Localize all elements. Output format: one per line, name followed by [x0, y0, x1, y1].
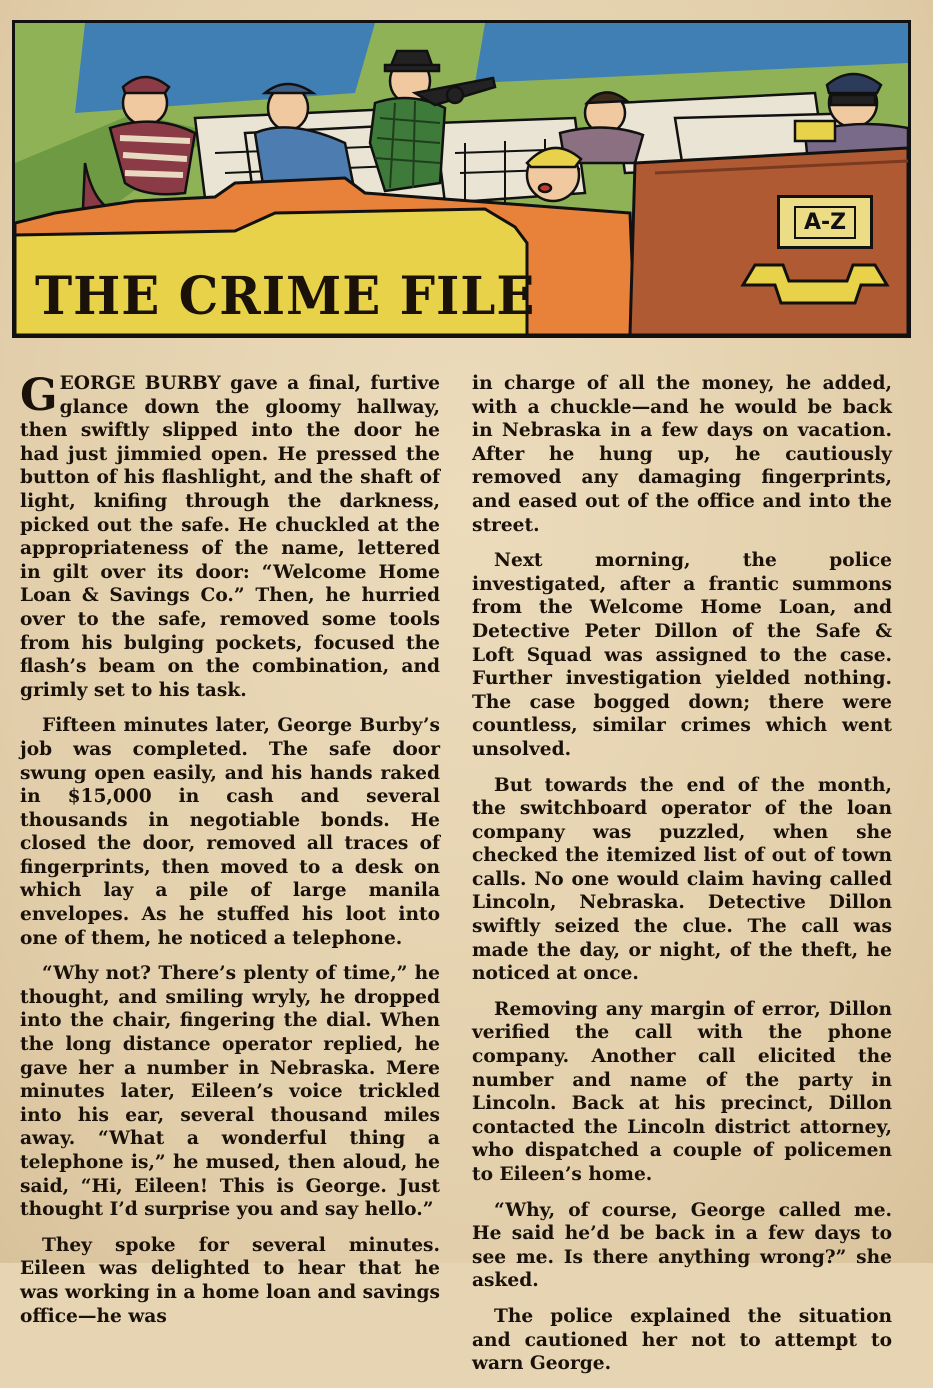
- article-paragraph-4: They spoke for several minutes. Eileen was delighted to hear that he was working in a home loan and savings office—he was: [20, 1234, 440, 1327]
- drop-cap: G: [20, 370, 58, 421]
- cabinet-label: [777, 195, 873, 249]
- article-paragraph-8: Removing any margin of error, Dillon verified the call with the phone company. Another call elicited the number and name of the party in Lincoln. Back at his precinct, Dillon contacted the Lincoln district attorney, who dispatched a couple of policemen to Eileen’s home.: [472, 998, 892, 1185]
- article-paragraph-2: Fifteen minutes later, George Burby’s job was completed. The safe door swung open easily, and his hands raked in $15,000 in cash and several thousands in negotiable bonds. He closed the door, removed all traces of fingerprints, then moved to a desk on which lay a pile of large manila envelopes. As he stuffed his loot into one of them, he noticed a telephone.: [20, 715, 440, 949]
- article-paragraph-5: in charge of all the money, he added, with a chuckle—and he would be back in Nebraska in a few days on vacation. After he hung up, he cautiously removed any damaging fingerprints, and eased out of the office and into the street.: [472, 373, 892, 536]
- paragraph-text: EORGE BURBY gave a final, furtive glance down the gloomy hallway, then swiftly slipped into the door he had just jimmied open. He pressed the button of his flashlight, and the shaft of light, knifing through the darkness, picked out the safe. He chuckled at the appropriateness of the name, lettered in gilt over its door: “Welcome Home Loan & Savings Co.” Then, he hurried over to the safe, removed some tools from his bulging pockets, focused the flash’s beam on the combination, and grimly set to his task.: [20, 373, 440, 701]
- article-paragraph-6: Next morning, the police investigated, after a frantic summons from the Welcome Home Loan, and Detective Peter Dillon of the Safe & Loft Squad was assigned to the case. Further investigation yielded nothing. The case bogged down; there were countless, similar crimes which went unsolved.: [472, 550, 892, 760]
- article-paragraph-9: “Why, of course, George called me. He said he’d be back in a few days to see me. Is there anything wrong?” she asked.: [472, 1199, 892, 1292]
- article-paragraph-1: [20, 372, 440, 702]
- article-column-right: [472, 372, 892, 1388]
- article-paragraph-10: The police explained the situation and cautioned her not to attempt to warn George.: [472, 1305, 892, 1375]
- header-illustration: [12, 20, 911, 338]
- page-title: THE CRIME FILE: [35, 266, 536, 327]
- cabinet-label-text: A-Z: [794, 206, 856, 239]
- article-paragraph-3: “Why not? There’s plenty of time,” he thought, and smiling wryly, he dropped into the chair, fingering the dial. When the long distance operator replied, he gave her a number in Nebraska. Mere minutes later, Eileen’s voice trickled into his ear, several thousand miles away. “What a wonderful thing a telephone is,” he mused, then aloud, he said, “Hi, Eileen! This is George. Just thought I’d surprise you and say hello.”: [20, 963, 440, 1221]
- article-paragraph-7: But towards the end of the month, the switchboard operator of the loan company was puzzled, when she checked the itemized list of out of town calls. No one would claim having called Lincoln, Nebraska. Detective Dillon swiftly seized the clue. The call was made the day, or night, of the theft, he noticed at once.: [472, 774, 892, 985]
- article-column-left: [20, 372, 440, 1340]
